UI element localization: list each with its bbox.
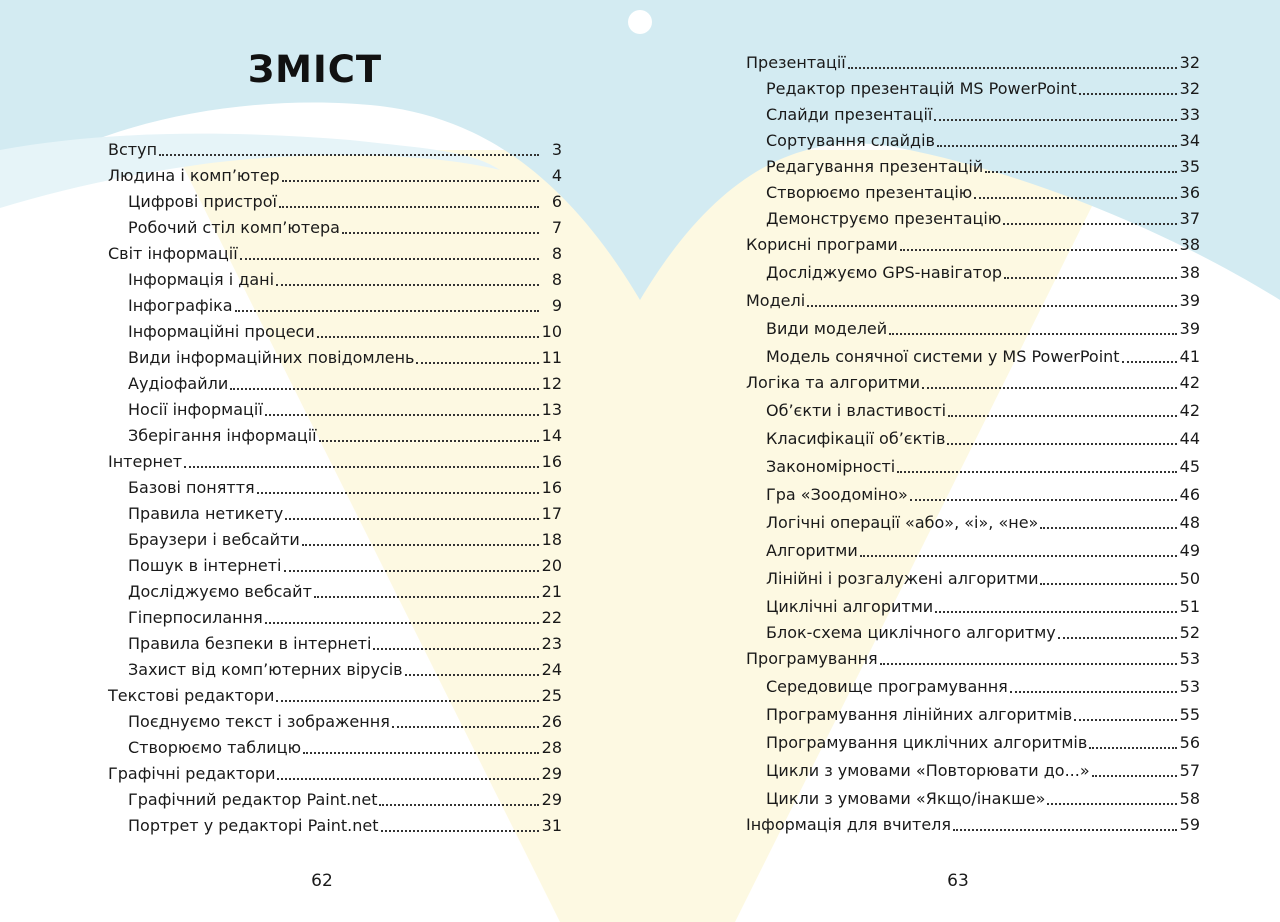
- contents-heading: ЗМІСТ: [247, 48, 383, 91]
- toc-entry-page: 58: [1179, 789, 1200, 808]
- toc-entry-title: Правила нетикету: [128, 504, 284, 523]
- toc-subsection-entry: [746, 561, 1200, 589]
- toc-dot-leader: [1074, 719, 1176, 721]
- toc-subsection-entry: [746, 533, 1200, 561]
- toc-entry-title: Програмування: [746, 649, 878, 668]
- toc-dot-leader: [1040, 527, 1176, 529]
- toc-entry-page: 4: [551, 166, 562, 185]
- toc-dot-leader: [276, 700, 538, 702]
- toc-dot-leader: [416, 362, 538, 364]
- toc-entry-page: 24: [541, 660, 562, 679]
- toc-dot-leader: [1010, 691, 1177, 693]
- toc-section-entry: [746, 47, 1200, 73]
- toc-entry-page: 35: [1179, 157, 1200, 176]
- toc-dot-leader: [880, 663, 1177, 665]
- toc-entry-page: 31: [541, 816, 562, 835]
- toc-entry-page: 49: [1179, 541, 1200, 560]
- toc-dot-leader: [279, 206, 539, 208]
- toc-entry-page: 51: [1179, 597, 1200, 616]
- toc-entry-title: Корисні програми: [746, 235, 898, 254]
- toc-dot-leader: [392, 726, 539, 728]
- toc-entry-page: 14: [541, 426, 562, 445]
- toc-entry-title: Базові поняття: [128, 478, 255, 497]
- toc-dot-leader: [265, 622, 539, 624]
- toc-entry-title: Світ інформації: [108, 244, 238, 263]
- toc-entry-title: Презентації: [746, 53, 846, 72]
- toc-subsection-entry: [108, 368, 562, 394]
- toc-dot-leader: [1047, 803, 1176, 805]
- toc-subsection-entry: [108, 394, 562, 420]
- toc-entry-title: Зберігання інформації: [128, 426, 317, 445]
- toc-entry-page: 28: [541, 738, 562, 757]
- toc-dot-leader: [1040, 583, 1176, 585]
- toc-entry-title: Логіка та алгоритми: [746, 373, 921, 392]
- toc-entry-title: Логічні операції «або», «і», «не»: [766, 513, 1039, 532]
- toc-section-entry: [746, 367, 1200, 393]
- toc-entry-page: 57: [1179, 761, 1200, 780]
- toc-entry-page: 41: [1179, 347, 1200, 366]
- toc-entry-title: Редагування презентацій: [766, 157, 984, 176]
- toc-entry-title: Редактор презентацій MS PowerPoint: [766, 79, 1077, 98]
- spine-dot: [628, 10, 652, 34]
- toc-dot-leader: [935, 611, 1176, 613]
- toc-subsection-entry: [108, 706, 562, 732]
- toc-subsection-entry: [746, 589, 1200, 617]
- toc-entry-page: 46: [1179, 485, 1200, 504]
- toc-subsection-entry: [746, 203, 1200, 229]
- toc-subsection-entry: [746, 151, 1200, 177]
- toc-dot-leader: [257, 492, 539, 494]
- toc-dot-leader: [947, 443, 1176, 445]
- toc-entry-page: 17: [541, 504, 562, 523]
- toc-section-entry: [108, 134, 562, 160]
- toc-entry-title: Досліджуємо вебсайт: [128, 582, 312, 601]
- toc-entry-page: 7: [551, 218, 562, 237]
- toc-dot-leader: [314, 596, 539, 598]
- toc-entry-title: Цифрові пристрої: [128, 192, 277, 211]
- toc-entry-page: 53: [1179, 649, 1200, 668]
- toc-entry-title: Класифікації об’єктів: [766, 429, 946, 448]
- toc-entry-page: 8: [551, 270, 562, 289]
- toc-dot-leader: [910, 499, 1177, 501]
- toc-entry-page: 33: [1179, 105, 1200, 124]
- toc-subsection-entry: [746, 125, 1200, 151]
- toc-dot-leader: [934, 119, 1176, 121]
- toc-left-page: [108, 134, 562, 836]
- toc-entry-title: Браузери і вебсайти: [128, 530, 300, 549]
- toc-right-page: [746, 47, 1200, 835]
- toc-entry-title: Вступ: [108, 140, 158, 159]
- toc-entry-page: 39: [1179, 291, 1200, 310]
- toc-dot-leader: [889, 333, 1176, 335]
- toc-subsection-entry: [108, 576, 562, 602]
- toc-dot-leader: [379, 804, 538, 806]
- toc-dot-leader: [985, 171, 1176, 173]
- toc-dot-leader: [284, 570, 539, 572]
- toc-entry-page: 32: [1179, 79, 1200, 98]
- toc-dot-leader: [319, 440, 539, 442]
- toc-subsection-entry: [108, 290, 562, 316]
- toc-section-entry: [746, 229, 1200, 255]
- toc-dot-leader: [285, 518, 538, 520]
- toc-subsection-entry: [746, 311, 1200, 339]
- toc-subsection-entry: [108, 186, 562, 212]
- toc-section-entry: [108, 758, 562, 784]
- toc-dot-leader: [317, 336, 539, 338]
- toc-dot-leader: [1058, 637, 1177, 639]
- toc-entry-page: 37: [1179, 209, 1200, 228]
- toc-entry-title: Види інформаційних повідомлень: [128, 348, 415, 367]
- toc-entry-title: Графічні редактори: [108, 764, 276, 783]
- toc-subsection-entry: [108, 212, 562, 238]
- toc-entry-page: 23: [541, 634, 562, 653]
- toc-entry-title: Лінійні і розгалужені алгоритми: [766, 569, 1039, 588]
- toc-subsection-entry: [746, 477, 1200, 505]
- toc-subsection-entry: [746, 781, 1200, 809]
- toc-entry-page: 3: [551, 140, 562, 159]
- toc-entry-title: Інформація і дані: [128, 270, 275, 289]
- toc-entry-page: 22: [541, 608, 562, 627]
- toc-dot-leader: [235, 310, 539, 312]
- toc-entry-title: Створюємо презентацію: [766, 183, 973, 202]
- toc-subsection-entry: [108, 784, 562, 810]
- toc-subsection-entry: [746, 753, 1200, 781]
- toc-entry-page: 44: [1179, 429, 1200, 448]
- toc-dot-leader: [184, 466, 539, 468]
- toc-entry-page: 18: [541, 530, 562, 549]
- toc-dot-leader: [897, 471, 1176, 473]
- toc-subsection-entry: [108, 550, 562, 576]
- toc-subsection-entry: [746, 617, 1200, 643]
- toc-entry-title: Алгоритми: [766, 541, 858, 560]
- toc-entry-title: Закономірності: [766, 457, 896, 476]
- toc-section-entry: [108, 160, 562, 186]
- toc-entry-title: Циклічні алгоритми: [766, 597, 934, 616]
- toc-entry-title: Портрет у редакторі Paint.net: [128, 816, 379, 835]
- toc-entry-title: Досліджуємо GPS-навігатор: [766, 263, 1003, 282]
- toc-entry-page: 25: [541, 686, 562, 705]
- toc-entry-title: Аудіофайли: [128, 374, 229, 393]
- toc-entry-title: Гіперпосилання: [128, 608, 263, 627]
- toc-entry-page: 42: [1179, 401, 1200, 420]
- toc-entry-title: Захист від комп’ютерних вірусів: [128, 660, 403, 679]
- toc-entry-title: Інфографіка: [128, 296, 233, 315]
- toc-entry-title: Створюємо таблицю: [128, 738, 302, 757]
- toc-entry-page: 16: [541, 452, 562, 471]
- toc-dot-leader: [860, 555, 1177, 557]
- toc-entry-page: 8: [551, 244, 562, 263]
- toc-entry-page: 36: [1179, 183, 1200, 202]
- toc-entry-page: 55: [1179, 705, 1200, 724]
- toc-dot-leader: [900, 249, 1177, 251]
- toc-entry-title: Середовище програмування: [766, 677, 1008, 696]
- toc-dot-leader: [240, 258, 539, 260]
- toc-entry-title: Програмування циклічних алгоритмів: [766, 733, 1088, 752]
- toc-dot-leader: [1079, 93, 1177, 95]
- toc-subsection-entry: [746, 177, 1200, 203]
- toc-entry-title: Програмування лінійних алгоритмів: [766, 705, 1073, 724]
- toc-dot-leader: [373, 648, 538, 650]
- toc-subsection-entry: [108, 654, 562, 680]
- toc-entry-title: Інтернет: [108, 452, 183, 471]
- toc-entry-page: 11: [541, 348, 562, 367]
- page-number-left: 62: [311, 871, 333, 891]
- toc-subsection-entry: [108, 732, 562, 758]
- toc-entry-page: 32: [1179, 53, 1200, 72]
- toc-dot-leader: [230, 388, 538, 390]
- toc-entry-title: Модель сонячної системи у MS PowerPoint: [766, 347, 1120, 366]
- toc-dot-leader: [342, 232, 539, 234]
- toc-entry-page: 6: [551, 192, 562, 211]
- toc-entry-page: 10: [541, 322, 562, 341]
- toc-entry-title: Сортування слайдів: [766, 131, 935, 150]
- toc-subsection-entry: [746, 339, 1200, 367]
- toc-entry-page: 56: [1179, 733, 1200, 752]
- toc-entry-page: 38: [1179, 235, 1200, 254]
- toc-section-entry: [746, 809, 1200, 835]
- toc-entry-page: 45: [1179, 457, 1200, 476]
- toc-dot-leader: [277, 778, 538, 780]
- toc-subsection-entry: [746, 99, 1200, 125]
- toc-dot-leader: [1089, 747, 1176, 749]
- toc-entry-title: Цикли з умовами «Повторювати до...»: [766, 761, 1090, 780]
- toc-subsection-entry: [746, 73, 1200, 99]
- toc-entry-page: 21: [541, 582, 562, 601]
- toc-subsection-entry: [746, 421, 1200, 449]
- toc-entry-page: 50: [1179, 569, 1200, 588]
- toc-subsection-entry: [108, 420, 562, 446]
- toc-entry-page: 38: [1179, 263, 1200, 282]
- toc-entry-title: Цикли з умовами «Якщо/інакше»: [766, 789, 1046, 808]
- toc-dot-leader: [381, 830, 539, 832]
- toc-entry-title: Носії інформації: [128, 400, 263, 419]
- toc-subsection-entry: [746, 505, 1200, 533]
- toc-subsection-entry: [108, 498, 562, 524]
- toc-dot-leader: [302, 544, 539, 546]
- toc-subsection-entry: [746, 393, 1200, 421]
- toc-entry-title: Робочий стіл комп’ютера: [128, 218, 340, 237]
- toc-subsection-entry: [746, 449, 1200, 477]
- toc-dot-leader: [1122, 361, 1177, 363]
- toc-dot-leader: [948, 415, 1177, 417]
- toc-dot-leader: [1004, 277, 1177, 279]
- toc-entry-title: Людина і комп’ютер: [108, 166, 280, 185]
- toc-entry-title: Об’єкти і властивості: [766, 401, 947, 420]
- toc-entry-title: Інформація для вчителя: [746, 815, 952, 834]
- toc-dot-leader: [848, 67, 1177, 69]
- toc-dot-leader: [405, 674, 539, 676]
- toc-subsection-entry: [108, 316, 562, 342]
- toc-entry-page: 34: [1179, 131, 1200, 150]
- toc-subsection-entry: [108, 472, 562, 498]
- toc-section-entry: [108, 238, 562, 264]
- toc-entry-title: Демонструємо презентацію: [766, 209, 1002, 228]
- toc-entry-title: Види моделей: [766, 319, 888, 338]
- toc-subsection-entry: [108, 810, 562, 836]
- toc-section-entry: [746, 643, 1200, 669]
- toc-entry-title: Графічний редактор Paint.net: [128, 790, 378, 809]
- toc-dot-leader: [922, 387, 1177, 389]
- toc-subsection-entry: [746, 669, 1200, 697]
- toc-entry-title: Текстові редактори: [108, 686, 275, 705]
- toc-dot-leader: [1003, 223, 1176, 225]
- toc-entry-page: 29: [541, 790, 562, 809]
- toc-dot-leader: [265, 414, 539, 416]
- toc-subsection-entry: [746, 255, 1200, 283]
- toc-entry-page: 20: [541, 556, 562, 575]
- toc-subsection-entry: [108, 342, 562, 368]
- toc-subsection-entry: [108, 264, 562, 290]
- toc-section-entry: [746, 283, 1200, 311]
- toc-entry-page: 26: [541, 712, 562, 731]
- toc-section-entry: [108, 446, 562, 472]
- toc-subsection-entry: [108, 628, 562, 654]
- toc-dot-leader: [937, 145, 1177, 147]
- toc-entry-page: 9: [551, 296, 562, 315]
- toc-entry-page: 16: [541, 478, 562, 497]
- toc-dot-leader: [1092, 775, 1177, 777]
- toc-entry-page: 48: [1179, 513, 1200, 532]
- toc-dot-leader: [276, 284, 539, 286]
- toc-subsection-entry: [108, 602, 562, 628]
- toc-entry-title: Пошук в інтернеті: [128, 556, 282, 575]
- toc-dot-leader: [953, 829, 1177, 831]
- toc-entry-page: 59: [1179, 815, 1200, 834]
- toc-subsection-entry: [108, 524, 562, 550]
- toc-entry-title: Інформаційні процеси: [128, 322, 315, 341]
- toc-entry-page: 12: [541, 374, 562, 393]
- toc-dot-leader: [807, 305, 1176, 307]
- toc-entry-page: 42: [1179, 373, 1200, 392]
- toc-entry-page: 53: [1179, 677, 1200, 696]
- toc-entry-title: Правила безпеки в інтернеті: [128, 634, 372, 653]
- toc-entry-title: Моделі: [746, 291, 806, 310]
- toc-subsection-entry: [746, 725, 1200, 753]
- toc-dot-leader: [159, 154, 539, 156]
- toc-dot-leader: [974, 197, 1176, 199]
- page-number-right: 63: [947, 871, 969, 891]
- toc-dot-leader: [303, 752, 539, 754]
- toc-entry-title: Поєднуємо текст і зображення: [128, 712, 390, 731]
- toc-entry-page: 52: [1179, 623, 1200, 642]
- toc-section-entry: [108, 680, 562, 706]
- toc-subsection-entry: [746, 697, 1200, 725]
- toc-entry-title: Блок-схема циклічного алгоритму: [766, 623, 1056, 642]
- toc-dot-leader: [282, 180, 539, 182]
- toc-entry-page: 39: [1179, 319, 1200, 338]
- toc-entry-page: 13: [541, 400, 562, 419]
- toc-entry-title: Слайди презентації: [766, 105, 933, 124]
- toc-entry-title: Гра «Зоодоміно»: [766, 485, 908, 504]
- toc-entry-page: 29: [541, 764, 562, 783]
